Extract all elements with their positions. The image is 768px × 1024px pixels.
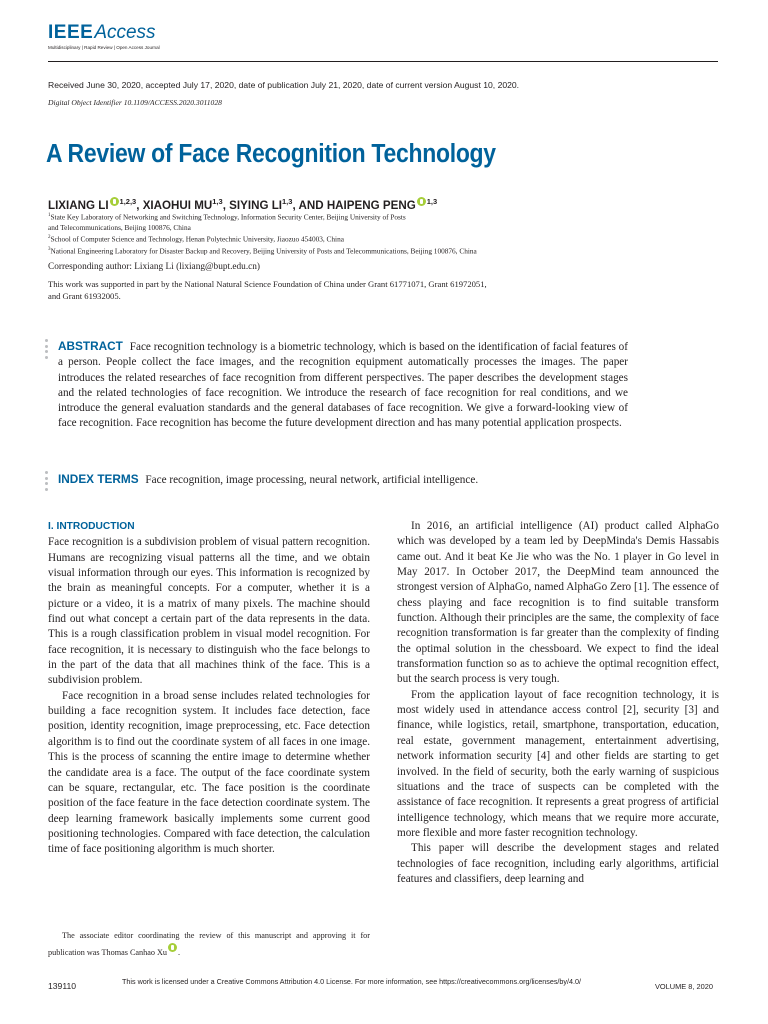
abstract: [58, 339, 628, 432]
affil-text: School of Computer Science and Technology, Henan Polytechnic University, Jiaozuo 454003, China: [50, 234, 344, 244]
affil-text: National Engineering Laboratory for Disaster Backup and Recovery, Beijing University of Posts and Telecommunications, Beijing 100876, China: [50, 246, 477, 256]
body-column-right: [397, 519, 719, 887]
author-affil-ref: 1,3: [426, 197, 438, 207]
author-name: XIAOHUI MU: [142, 199, 213, 212]
body-column-left: [48, 519, 370, 858]
author-name: HAIPENG PENG: [326, 199, 416, 212]
publication-dates: Received June 30, 2020, accepted July 17, 2020, date of publication July 21, 2020, date of current version August 10, 2020.: [48, 80, 520, 90]
affiliation-3: [48, 245, 477, 257]
funding-line: and Grant 61932005.: [48, 290, 121, 301]
author-separator: ,: [222, 199, 226, 212]
affil-text: State Key Laboratory of Networking and Switching Technology, Information Security Center, Beijing University of Posts: [50, 212, 406, 222]
editor-footnote: [48, 928, 370, 960]
affil-num: 2: [48, 235, 51, 241]
author-name: LIXIANG LI: [48, 199, 109, 212]
paragraph: From the application layout of face recognition technology, it is most widely used in attendance access control [2], security [3] and finance, while logistics, retail, smartphone, transportation, education, real estate, government management, entertainment advertising, network information security [4] and other fields are starting to get involved. In the field of security, both the early warning of suspicious situations and the trace of suspects can be completed with the assistance of face recognition. It represents a great progress of artificial intelligence technology, which means that we require more accurate, more flexible and more faster recognition technology.: [397, 688, 719, 839]
abstract-label: ABSTRACT: [58, 339, 123, 353]
paragraph: Face recognition in a broad sense includes related technologies for building a face recognition system. It includes face detection, face position, identity recognition, image preprocessing, etc. Face detection algorithm is to find out the coordinate system of all faces in one image. This is the process of scanning the entire image to determine whether the candidate area is a face. The output of the face coordinate system can be square, rectangular, etc. The face position is the coordinate position of the face feature in the face detection coordinate system. The deep learning framework basically implements some current good positioning technologies. Compared with face detection, the calculation time of face positioning algorithm is much shorter.: [48, 689, 370, 856]
license-notice[interactable]: This work is licensed under a Creative Commons Attribution 4.0 License. For more information, see https://creativecommons.org/licenses/by/4.0/: [122, 977, 582, 986]
author-separator: , AND: [292, 199, 324, 212]
header-rule: [48, 61, 718, 62]
author-affil-ref: 1,2,3: [119, 197, 137, 207]
paragraph: In 2016, an artificial intelligence (AI) product called AlphaGo which was developed by a team led by DeepMinda's Demis Hassabis came out. And it beat Ke Jie who was the No. 1 player in Go level in May 2017. In October 2017, the DeepMind team announced the strongest version of AlphaGo, named AlphaGo Zero [1]. The essence of chess playing and face recognition is to find suitable transform function. Although their principles are the same, the complexity of face recognition transformation is far greater than the complexity of finding the optimal solution in the chessboard. We expect to find the ideal transformation function so as to achieve the optimal recognition effect, but the search process is very tough.: [397, 520, 719, 686]
abstract-marker-dots: [45, 339, 51, 361]
affiliation-1: [48, 211, 477, 223]
author-affil-ref: 1,3: [212, 197, 223, 207]
paper-title: A Review of Face Recognition Technology: [46, 140, 496, 168]
corresponding-author: Corresponding author: Lixiang Li (lixiang@bupt.edu.cn): [48, 262, 261, 272]
author-separator: ,: [136, 199, 140, 212]
section-heading: I. INTRODUCTION: [48, 521, 135, 532]
footnote-text: The associate editor coordinating the review of this manuscript and approving it for publication was Thomas Canhao Xu: [48, 931, 370, 957]
funding-line: This work was supported in part by the National Natural Science Foundation of China under Grant 61771071, Grant 61972051,: [48, 279, 487, 289]
page-number: 139110: [48, 981, 77, 991]
journal-logo: [48, 22, 160, 44]
logo-brand: IEEE: [48, 22, 94, 43]
funding-note: [48, 279, 487, 302]
orcid-icon[interactable]: [168, 943, 177, 952]
volume-info: VOLUME 8, 2020: [655, 982, 713, 991]
affil-num: 3: [48, 247, 51, 253]
index-terms: [58, 472, 658, 486]
abstract-text: Face recognition technology is a biometric technology, which is based on the identification of facial features of a person. People collect the face images, and the recognition equipment automatically processes the images. The paper introduces the related researches of face recognition from different perspectives. The paper describes the development stages and the related technologies of face recognition. We introduce the research of face recognition for real conditions, and we introduce the general evaluation standards and the general databases of face recognition. We give a forward-looking view of face recognition. Face recognition has become the future development direction and has many potential application prospects.: [58, 341, 628, 430]
author-name: SIYING LI: [229, 199, 282, 212]
footnote-end: .: [178, 948, 181, 957]
logo-tagline: Multidisciplinary | Rapid Review | Open Access Journal: [48, 45, 160, 50]
affil-num: 1: [48, 213, 51, 218]
orcid-icon[interactable]: [417, 197, 426, 206]
affiliations: [48, 211, 477, 257]
index-terms-text: Face recognition, image processing, neural network, artificial intelligence.: [145, 474, 479, 486]
author-affil-ref: 1,3: [282, 197, 293, 207]
journal-masthead: [48, 22, 160, 50]
index-terms-label: INDEX TERMS: [58, 472, 139, 486]
affiliation-1-cont: and Telecommunications, Beijing 100876, China: [48, 222, 191, 232]
index-terms-marker-dots: [45, 471, 51, 493]
logo-journal: Access: [94, 22, 156, 43]
doi: Digital Object Identifier 10.1109/ACCESS.2020.3011028: [48, 98, 222, 107]
paragraph: Face recognition is a subdivision problem of visual pattern recognition. Humans are recognizing visual patterns all the time, and we obtain visual information through our eyes. This information is recognized by the brain as meaningful concepts. For a computer, whether it is a picture or a video, it is a matrix of many pixels. The machine should find out what concept a certain part of the data represents in the data. This is a rough classification problem in visual model recognition. For face recognition, it is necessary to distinguish who the face belongs to in the part of the data that all machines think of the face. This is a subdivision problem.: [48, 536, 370, 687]
affiliation-2: [48, 233, 477, 245]
author-list: [48, 197, 437, 212]
paragraph: This paper will describe the development stages and related technologies of face recognition, including early algorithms, artificial features and classifiers, deep learning and: [397, 842, 719, 885]
orcid-icon[interactable]: [110, 197, 119, 206]
